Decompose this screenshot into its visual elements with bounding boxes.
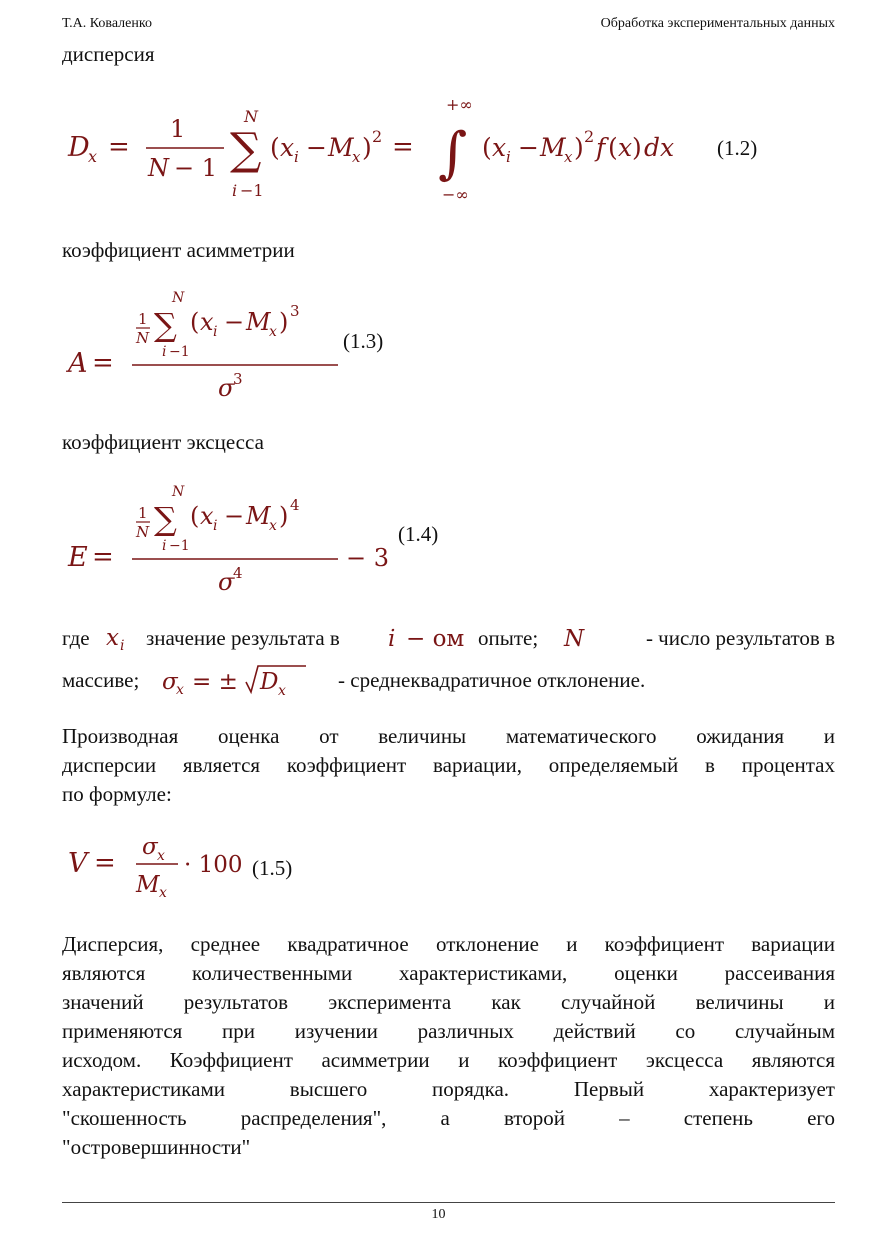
svg-text:∑: ∑ — [154, 500, 177, 538]
asymmetry-label: коэффициент асимметрии — [62, 238, 295, 262]
svg-text:=: = — [92, 348, 114, 378]
svg-text:· 100: · 100 — [184, 852, 243, 878]
svg-text:−1: −1 — [169, 538, 190, 554]
symbol-sigma-formula — [160, 662, 330, 706]
symbol-i-om — [386, 623, 480, 659]
svg-text:E: E — [68, 542, 88, 573]
svg-text:x: x — [269, 324, 277, 340]
paragraph-variation-line-1: Производная оценка от величины математического ожидания и — [62, 724, 835, 748]
svg-text:− 3: − 3 — [346, 544, 390, 572]
formula-excess — [62, 480, 402, 596]
paragraph-final-line-3: значений результатов эксперимента как случайной величины и — [62, 990, 835, 1014]
svg-text:(: ( — [190, 502, 200, 530]
svg-text:∑: ∑ — [230, 124, 262, 175]
svg-text:N: N — [172, 290, 185, 306]
svg-text:M: M — [246, 308, 271, 336]
svg-text:1: 1 — [170, 115, 186, 143]
header-author: Т.А. Коваленко — [62, 16, 152, 31]
svg-text:M: M — [540, 133, 566, 162]
svg-text:(: ( — [482, 133, 492, 162]
svg-text:N: N — [172, 484, 185, 500]
svg-text:M: M — [136, 872, 160, 898]
where-text-count: - число результатов в — [645, 626, 835, 650]
svg-text:(: ( — [270, 133, 280, 162]
svg-text:x: x — [157, 848, 165, 864]
svg-text:N: N — [244, 107, 258, 126]
equation-number-1-3: (1.3) — [343, 329, 384, 353]
where-text-value: значение результата в — [146, 626, 340, 650]
footer-divider — [62, 1202, 835, 1203]
where-text-std: - среднеквадратичное отклонение. — [338, 668, 646, 692]
svg-text:M: M — [246, 502, 271, 530]
svg-text:−1: −1 — [169, 344, 190, 360]
paragraph-final-line-1: Дисперсия, среднее квадратичное отклонение и коэффициент вариации — [62, 932, 835, 956]
svg-text:dx: dx — [644, 133, 675, 162]
svg-text:2: 2 — [372, 127, 383, 146]
svg-text:=: = — [92, 542, 114, 572]
svg-text:N: N — [148, 154, 169, 182]
page-number: 10 — [431, 1207, 446, 1222]
page-header — [62, 16, 835, 36]
svg-text:D: D — [260, 669, 279, 695]
svg-text:A: A — [68, 348, 88, 379]
svg-text:): ) — [574, 133, 584, 162]
svg-text:σ: σ — [218, 374, 235, 402]
svg-text:(: ( — [190, 308, 200, 336]
svg-text:f: f — [596, 133, 606, 162]
svg-text:i: i — [388, 626, 396, 652]
paragraph-final-line-2: являются количественными характеристиками, оценки рассеивания — [62, 961, 835, 985]
svg-text:4: 4 — [290, 496, 300, 514]
svg-text:x: x — [618, 133, 633, 162]
svg-text:i: i — [232, 181, 238, 200]
svg-text:σ: σ — [142, 834, 158, 860]
svg-text:σ: σ — [218, 568, 235, 596]
svg-text:i: i — [213, 324, 218, 340]
svg-text:= ±: = ± — [192, 669, 238, 695]
svg-text:−: − — [224, 502, 245, 530]
where-line-1 — [62, 626, 835, 656]
svg-text:x: x — [492, 133, 507, 162]
svg-text:−1: −1 — [240, 181, 264, 200]
paragraph-final-line-6: характеристиками высшего порядка. Первый характеризует — [62, 1077, 835, 1101]
svg-text:4: 4 — [233, 564, 243, 582]
svg-text:x: x — [88, 147, 98, 166]
excess-label: коэффициент эксцесса — [62, 430, 264, 454]
symbol-n — [562, 623, 592, 659]
paragraph-final-line-7: "скошенность распределения", а второй – степень его — [62, 1106, 835, 1130]
where-text-experiment: опыте; — [478, 626, 539, 650]
svg-text:+∞: +∞ — [446, 95, 473, 114]
svg-text:−: − — [518, 133, 539, 162]
svg-text:i: i — [162, 538, 167, 554]
svg-text:x: x — [200, 502, 214, 530]
formula-asymmetry — [62, 286, 352, 402]
svg-text:x: x — [159, 885, 167, 900]
svg-text:∫: ∫ — [438, 121, 468, 186]
svg-text:−∞: −∞ — [442, 185, 469, 204]
svg-text:): ) — [632, 133, 642, 162]
paragraph-variation-line-2: дисперсии является коэффициент вариации, определяемый в процентах — [62, 753, 835, 777]
svg-text:− ом: − ом — [406, 626, 465, 652]
where-text-gde: где — [62, 626, 90, 650]
svg-text:D: D — [68, 132, 90, 163]
where-line-2 — [62, 668, 835, 702]
svg-text:=: = — [94, 848, 116, 878]
svg-text:=: = — [392, 132, 414, 162]
svg-text:N: N — [136, 329, 150, 347]
svg-text:i: i — [213, 518, 218, 534]
svg-text:x: x — [278, 683, 286, 699]
svg-text:σ: σ — [162, 669, 178, 695]
svg-text:x: x — [200, 308, 214, 336]
formula-variation — [62, 830, 252, 900]
svg-text:x: x — [176, 682, 184, 698]
svg-text:−: − — [306, 133, 327, 162]
symbol-xi — [104, 623, 138, 659]
svg-text:x: x — [269, 518, 277, 534]
svg-text:− 1: − 1 — [174, 154, 218, 182]
svg-text:x: x — [106, 625, 119, 651]
svg-text:x: x — [564, 148, 573, 166]
svg-text:N: N — [136, 523, 150, 541]
paragraph-final-line-5: исходом. Коэффициент асимметрии и коэффициент эксцесса являются — [62, 1048, 835, 1072]
svg-text:3: 3 — [233, 370, 243, 388]
equation-number-1-2: (1.2) — [717, 136, 758, 160]
paragraph-final-line-4: применяются при изучении различных действий со случайным — [62, 1019, 835, 1043]
svg-text:M: M — [328, 133, 354, 162]
svg-text:−: − — [224, 308, 245, 336]
svg-text:1: 1 — [138, 504, 148, 522]
svg-text:x: x — [280, 133, 295, 162]
svg-text:): ) — [279, 308, 289, 336]
svg-text:): ) — [362, 133, 372, 162]
svg-text:): ) — [279, 502, 289, 530]
svg-text:x: x — [352, 148, 361, 166]
svg-text:2: 2 — [584, 127, 595, 146]
formula-dispersion — [62, 92, 712, 204]
paragraph-variation-line-3: по формуле: — [62, 782, 172, 806]
svg-text:=: = — [108, 132, 130, 162]
paragraph-final-line-8: "островершинности" — [62, 1135, 251, 1159]
dispersion-label: дисперсия — [62, 42, 155, 66]
svg-text:i: i — [120, 638, 125, 653]
svg-text:N: N — [564, 626, 585, 652]
svg-text:(: ( — [608, 133, 618, 162]
svg-text:V: V — [68, 848, 88, 879]
where-text-array: массиве; — [62, 668, 140, 692]
svg-text:1: 1 — [138, 310, 148, 328]
svg-text:i: i — [506, 148, 511, 166]
svg-text:i: i — [162, 344, 167, 360]
header-title: Обработка экспериментальных данных — [600, 16, 835, 31]
svg-text:∑: ∑ — [154, 306, 177, 344]
equation-number-1-4: (1.4) — [398, 522, 439, 546]
equation-number-1-5: (1.5) — [252, 856, 293, 880]
svg-text:3: 3 — [290, 302, 300, 320]
svg-text:i: i — [294, 148, 299, 166]
